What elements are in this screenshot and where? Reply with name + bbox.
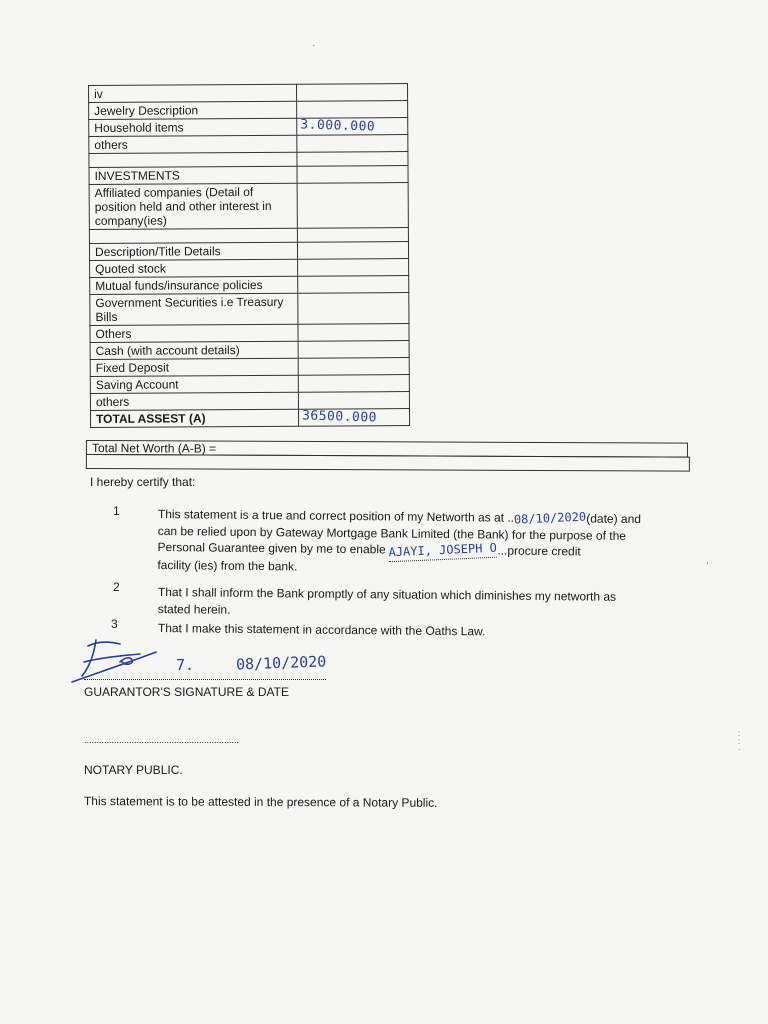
row-value: [298, 409, 409, 427]
net-worth-box: [86, 440, 690, 473]
row-label: TOTAL ASSEST (A): [90, 409, 298, 427]
row-label: Fixed Deposit: [90, 358, 298, 376]
row-value: [296, 118, 407, 136]
net-worth-value-cell: [86, 454, 690, 472]
row-value: [296, 101, 407, 119]
row-value: [297, 183, 409, 229]
item-1-line-2: can be relied upon by Gateway Mortgage Bank Limited (the Bank) for the purpose of the: [157, 523, 627, 543]
table-row: [89, 101, 408, 120]
signature-dotted-line: [84, 679, 326, 680]
item-3-line-1: That I make this statement in accordance with the Oaths Law.: [157, 620, 486, 639]
table-row: [90, 409, 409, 428]
row-value: [296, 135, 407, 153]
row-value: [297, 293, 409, 325]
table-row: [90, 293, 409, 326]
row-value: [297, 276, 408, 294]
row-label: Others: [90, 324, 298, 342]
table-row: [90, 324, 409, 343]
table-row: [90, 341, 409, 360]
row-label: others: [89, 135, 297, 153]
item-2-line-1: That I shall inform the Bank promptly of any situation which diminishes my networth as: [157, 584, 617, 604]
row-label: Description/Title Details: [89, 242, 297, 260]
row-label: Household items: [89, 118, 297, 136]
item-number: 3: [111, 617, 118, 631]
net-worth-label: Total Net Worth (A-B) =: [86, 440, 688, 458]
scan-speck: : : ·: [738, 729, 741, 754]
item-1-line-4: facility (ies) from the bank.: [157, 557, 298, 573]
row-value: [297, 166, 408, 184]
handwritten-amount: 36500.000: [301, 408, 377, 426]
notary-note: This statement is to be attested in the presence of a Notary Public.: [83, 794, 438, 810]
signature-date: 08/10/2020: [235, 652, 327, 674]
item-2-line-2: stated herein.: [157, 601, 231, 617]
table-row: [89, 84, 408, 103]
table-row: [90, 276, 409, 295]
table-row: [89, 242, 408, 261]
item-1-line-3: Personal Guarantee given by me to enable AJAYI, JOSEPH O...procure credit: [157, 539, 697, 562]
row-value: [298, 324, 409, 342]
row-value: [298, 341, 409, 359]
row-value: [297, 259, 408, 277]
certify-heading: I hereby certify that:: [90, 475, 196, 489]
table-row: [90, 259, 409, 278]
row-value: [296, 84, 407, 102]
table-row: [89, 135, 408, 154]
notary-dotted-line: ..............................................................: [84, 735, 240, 745]
scan-speck: ,: [706, 555, 709, 566]
handwritten-amount: 3.000.000: [299, 117, 376, 135]
row-label: Affiliated companies (Detail of position held and other interest in company(ies): [89, 183, 297, 229]
table-row: [89, 118, 408, 137]
row-value: [297, 152, 408, 167]
item-1-line-1: This statement is a true and correct position of my Networth as at ..08/10/2020(date) and: [157, 506, 642, 527]
signature-mark: 7.: [176, 656, 195, 674]
table-row: [89, 183, 408, 230]
guarantor-signature-label: GUARANTOR'S SIGNATURE & DATE: [84, 685, 289, 699]
row-value: [298, 375, 409, 393]
row-label: iv: [89, 84, 297, 102]
name-fill: AJAYI, JOSEPH O: [389, 540, 498, 562]
asset-table: [88, 83, 410, 428]
row-label: Mutual funds/insurance policies: [90, 276, 298, 294]
row-label: [89, 228, 297, 243]
table-row: [90, 358, 409, 377]
row-label: Saving Account: [90, 375, 298, 393]
row-value: [297, 242, 408, 260]
scan-speck: ·: [312, 40, 316, 51]
row-label: Quoted stock: [90, 259, 298, 277]
certify-item-2: [158, 584, 698, 623]
item-number: 1: [113, 504, 120, 518]
table-row: [89, 166, 408, 185]
row-value: [298, 358, 409, 376]
certify-item-1: [157, 506, 698, 579]
row-label: Cash (with account details): [90, 341, 298, 359]
row-label: [89, 152, 297, 167]
row-value: [297, 228, 408, 243]
notary-public-label: NOTARY PUBLIC.: [84, 763, 183, 777]
row-value: [298, 392, 409, 410]
row-label: Jewelry Description: [89, 101, 297, 119]
table-row: [90, 375, 409, 394]
row-label: others: [90, 392, 298, 410]
row-label: Government Securities i.e Treasury Bills: [90, 293, 298, 325]
row-label: INVESTMENTS: [89, 166, 297, 184]
date-fill: 08/10/2020: [513, 509, 587, 527]
item-number: 2: [113, 580, 120, 594]
table-row: [90, 392, 409, 411]
